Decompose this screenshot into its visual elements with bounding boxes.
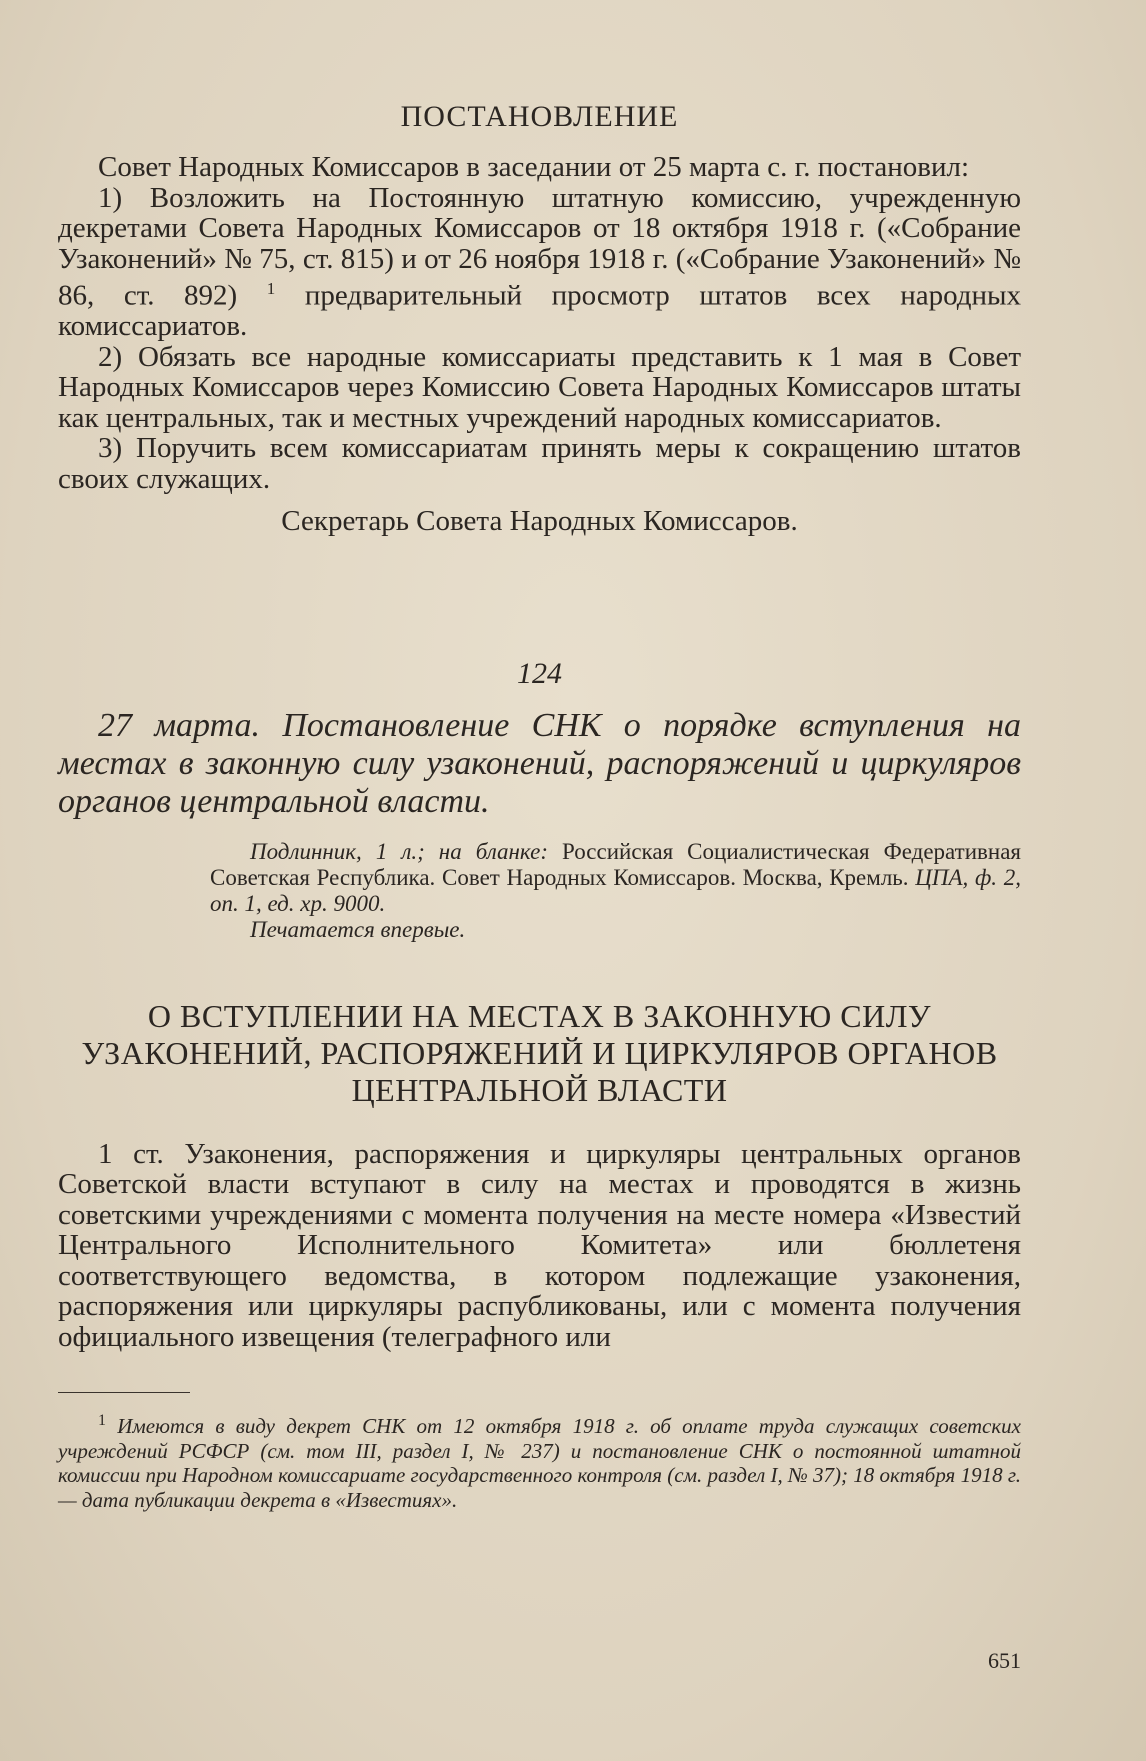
article-1: 1 ст. Узаконения, распоряжения и циркуляры центральных органов Советской власти вступают в силу на местах и проводятся в жизнь советскими учреждениями с момента получения на месте номера «Известий Центрального Исполнительного Комитета» или бюллетеня соответствующего ведомства, в котором подлежащие узаконения, распоряжения или циркуляры распубликованы, или с момента получения официального извещения (телеграфного или [58, 1137, 1021, 1353]
archive-ref: ЦПА, ф. 2, оп. 1, ед. хр. 9000. [210, 864, 1021, 916]
document-number: 124 [517, 656, 562, 690]
signature: Секретарь Совета Народных Комиссаров. [281, 505, 798, 538]
footnote [58, 1409, 1021, 1512]
archive-label: Подлинник, 1 л.; на бланке: [250, 838, 548, 864]
item-1-end: предварительный просмотр штатов всех народных комиссариатов. [58, 279, 1022, 343]
archive-text: Российская Социалистическая Федеративная Советская Республика. Совет Народных Комиссаров. Москва, Кремль. [210, 838, 1021, 890]
resolution-item-1 [58, 183, 1021, 342]
footnote-text: Имеются в виду декрет СНК от 12 октября 1918 г. об оплате труда служащих советских учреждений РСФСР (см. том III, раздел I, № 237) и постановление СНК о постоянной штатной комиссии при Народном комиссариате государственного контроля (см. раздел I, № 37); 18 октября 1918 г. — дата публикации декрета в «Известиях». [58, 1414, 1021, 1512]
document-title: 27 марта. Постановление СНК о порядке вступления на местах в законную силу узаконений, распоряжений и циркуляров органов центральной власти. [58, 706, 1021, 820]
resolution-intro: Совет Народных Комиссаров в заседании от 25 марта с. г. постановил: [98, 151, 970, 183]
page-number: 651 [988, 1648, 1021, 1673]
archive-line [210, 839, 1021, 917]
archive-print-note: Печатается впервые. [250, 916, 466, 942]
resolution-item-3: 3) Поручить всем комиссариатам принять меры к сокращению штатов своих служащих. [58, 432, 1021, 495]
footnote-mark: 1 [98, 1412, 106, 1430]
resolution-item-2: 2) Обязать все народные комиссариаты представить к 1 мая в Совет Народных Комиссаров через Комиссию Совета Народных Комиссаров штаты как центральных, так и местных учреждений народных комиссариатов. [58, 340, 1021, 434]
footnote-divider [58, 1392, 190, 1393]
archive-note [210, 839, 1021, 943]
decree-heading: О ВСТУПЛЕНИИ НА МЕСТАХ В ЗАКОННУЮ СИЛУ УЗАКОНЕНИЙ, РАСПОРЯЖЕНИЙ И ЦИРКУЛЯРОВ ОРГАНОВ ЦЕНТРАЛЬНОЙ ВЛАСТИ [81, 997, 998, 1108]
item-1-text: 1) Возложить на Постоянную штатную комиссию, учрежденную декретами Совета Народных Комиссаров от 18 октября 1918 г. («Собрание Узаконений» № 75, ст. 815) и от 26 ноября 1918 г. («Собрание Узаконений» № 86, ст. 892) [58, 181, 1021, 312]
footnote-ref: 1 [266, 279, 276, 298]
resolution-heading: ПОСТАНОВЛЕНИЕ [400, 100, 679, 133]
